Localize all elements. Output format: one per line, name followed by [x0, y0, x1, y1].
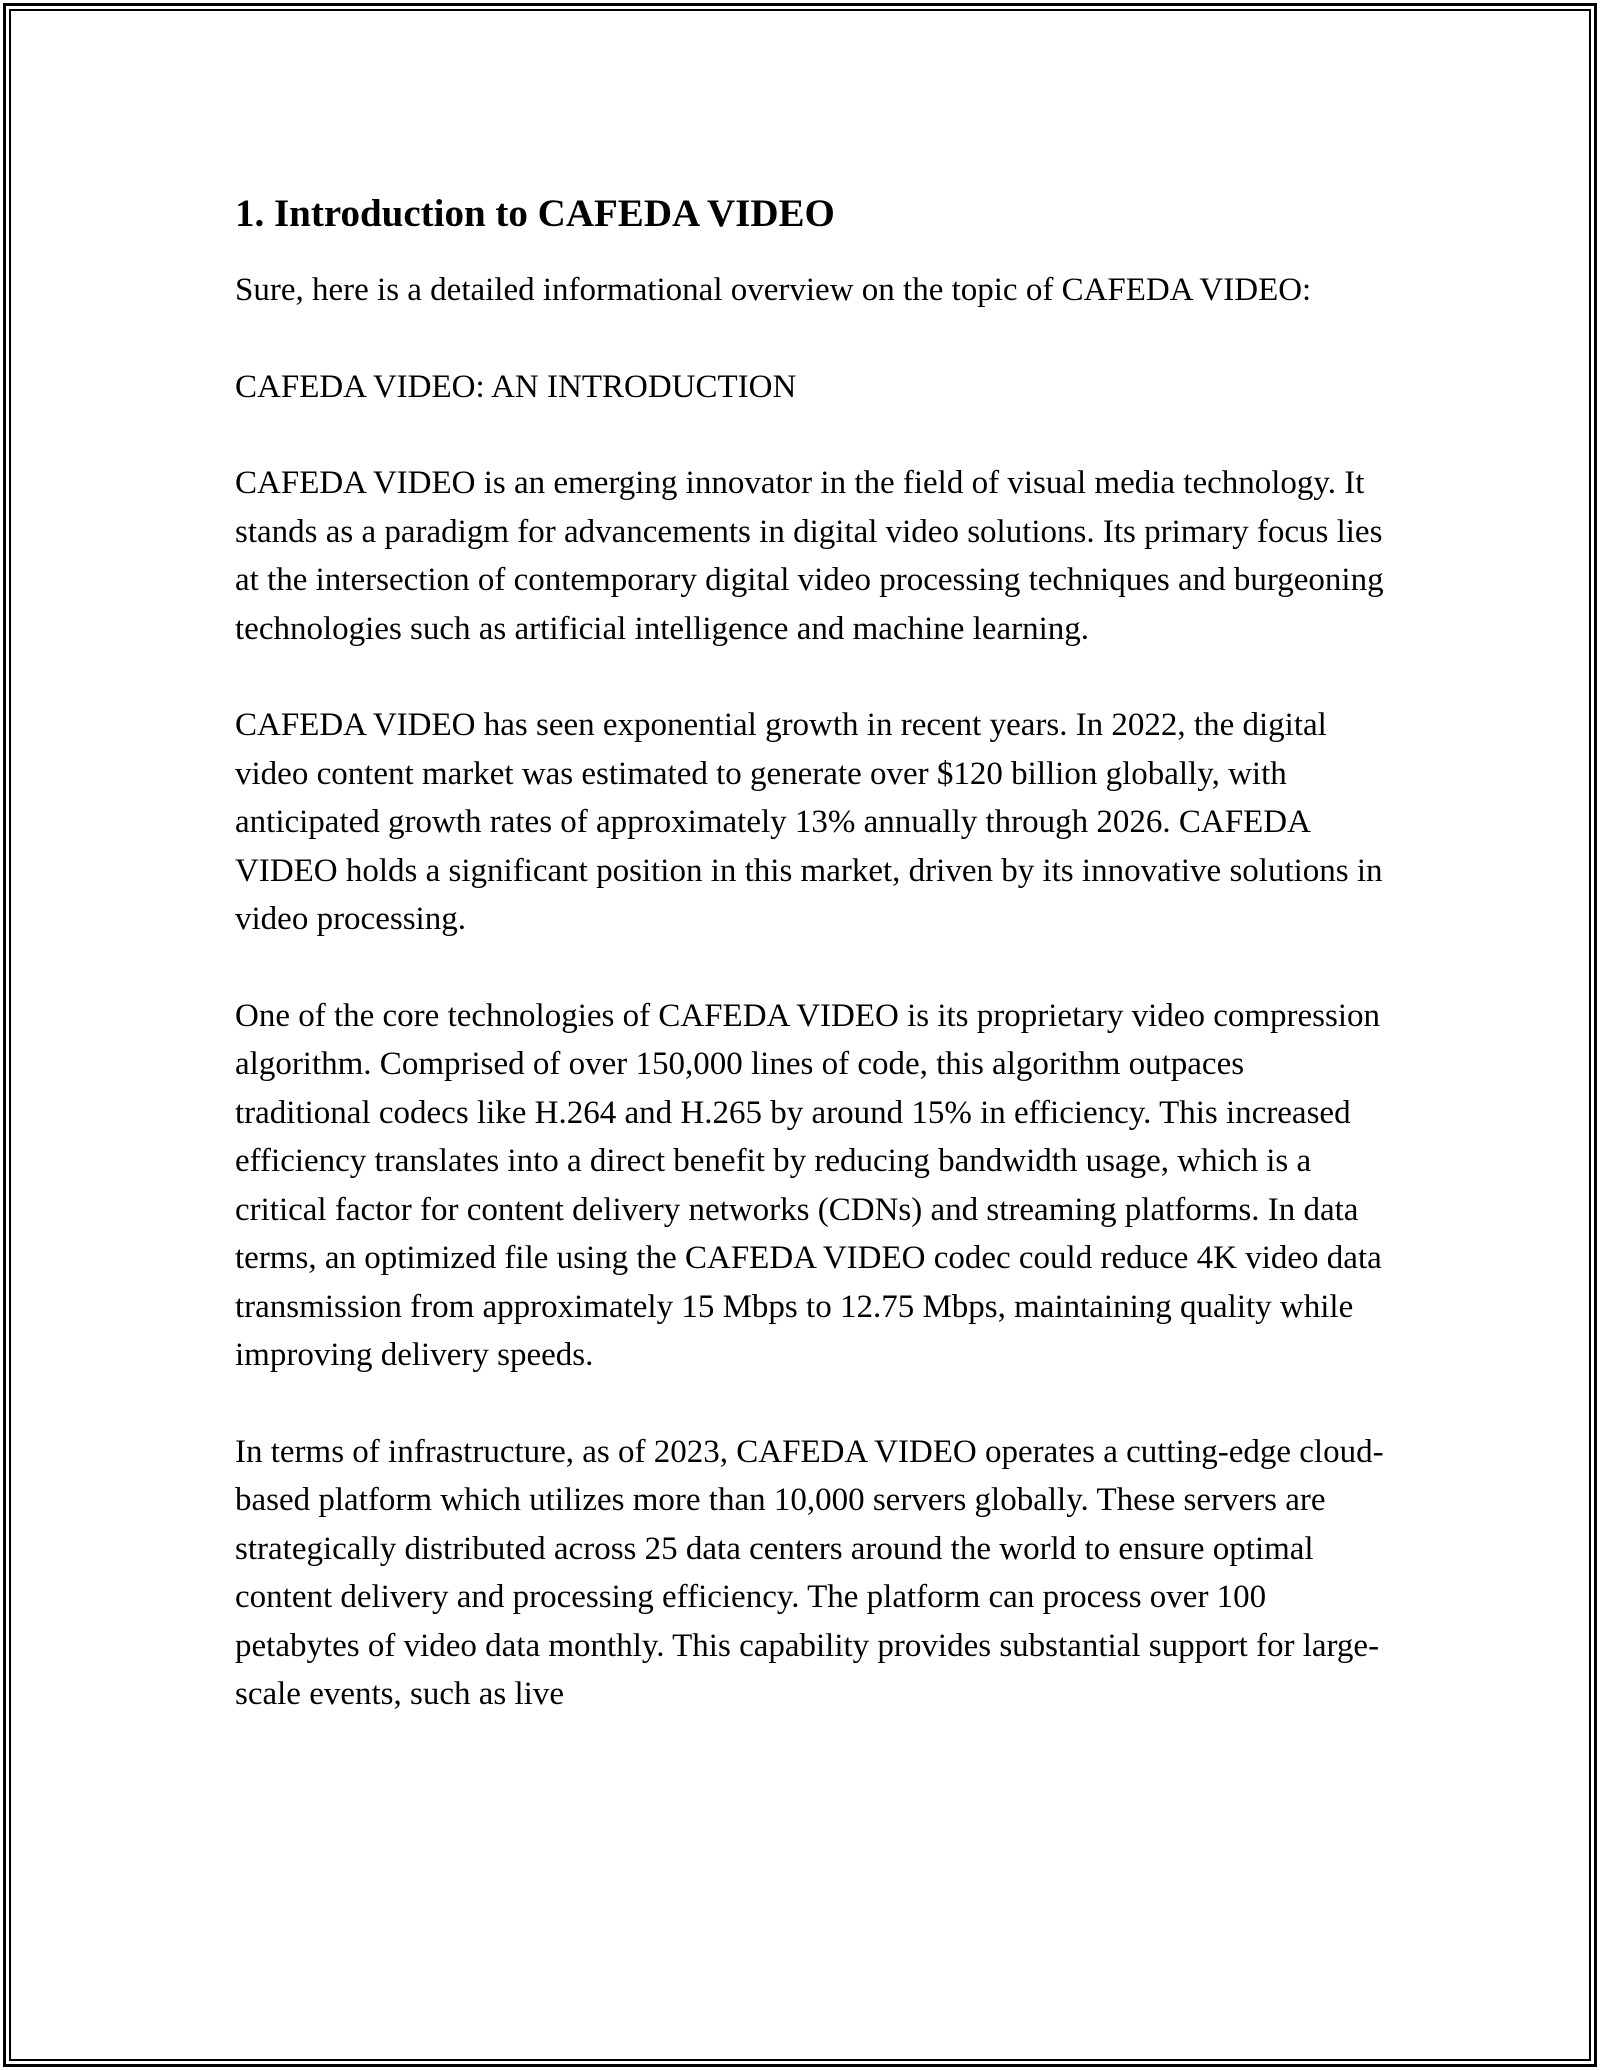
- overview-paragraph: CAFEDA VIDEO is an emerging innovator in the field of visual media technology. It stands as a paradigm for advancements in digital video solutions. Its primary focus lies at the intersection of contemporary digital video processing techniques and burgeoning technologies such as artificial intelligence and machine learning.: [235, 465, 1384, 647]
- document-body: [235, 190, 1385, 1767]
- growth-paragraph: CAFEDA VIDEO has seen exponential growth in recent years. In 2022, the digital video content market was estimated to generate over $120 billion globally, with anticipated growth rates of approximately 13% annually through 2026. CAFEDA VIDEO holds a significant position in this market, driven by its innovative solutions in video processing.: [235, 707, 1383, 937]
- section-heading: 1. Introduction to CAFEDA VIDEO: [235, 192, 835, 235]
- intro-paragraph: Sure, here is a detailed informational overview on the topic of CAFEDA VIDEO:: [235, 272, 1312, 308]
- infrastructure-paragraph: In terms of infrastructure, as of 2023, CAFEDA VIDEO operates a cutting-edge cloud-based platform which utilizes more than 10,000 servers globally. These servers are strategically distributed across 25 data centers around the world to ensure optimal content delivery and processing efficiency. The platform can process over 100 petabytes of video data monthly. This capability provides substantial support for large-scale events, such as live: [235, 1433, 1384, 1712]
- subheading-paragraph: CAFEDA VIDEO: AN INTRODUCTION: [235, 368, 797, 405]
- technology-paragraph: One of the core technologies of CAFEDA VIDEO is its proprietary video compression algorithm. Comprised of over 150,000 lines of code, this algorithm outpaces traditional codecs like H.264 and H.265 by around 15% in efficiency. This increased efficiency translates into a direct benefit by reducing bandwidth usage, which is a critical factor for content delivery networks (CDNs) and streaming platforms. In data terms, an optimized file using the CAFEDA VIDEO codec could reduce 4K video data transmission from approximately 15 Mbps to 12.75 Mbps, maintaining quality while improving delivery speeds.: [235, 997, 1382, 1373]
